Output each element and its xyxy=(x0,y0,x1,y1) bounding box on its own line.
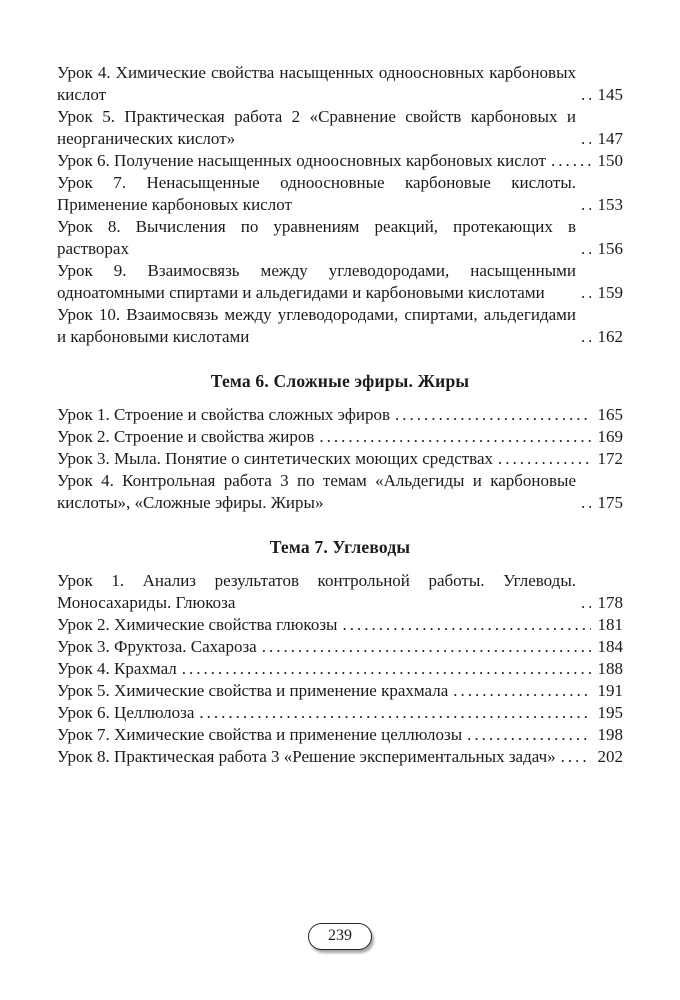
toc-entry-page: 169 xyxy=(597,427,623,446)
toc-entry-page: 156 xyxy=(597,239,623,258)
dot-leader xyxy=(467,724,591,746)
toc-entry xyxy=(57,470,623,514)
toc-entry xyxy=(57,106,623,150)
section-heading-theme-7: Тема 7. Углеводы xyxy=(269,537,411,557)
toc-entry xyxy=(57,614,623,636)
dot-leader xyxy=(581,592,591,614)
toc-entry xyxy=(57,658,623,680)
toc-entry xyxy=(57,150,623,172)
dot-leader xyxy=(342,614,591,636)
toc-entry-page: 153 xyxy=(597,195,623,214)
toc-entry-page: 181 xyxy=(597,615,623,634)
toc-entry-page: 172 xyxy=(597,449,623,468)
toc-section xyxy=(57,536,623,768)
dot-leader xyxy=(581,128,591,150)
toc-entry-page: 159 xyxy=(597,283,623,302)
toc-entry-title: Урок 3. Мыла. Понятие о синтетических моющих средствах xyxy=(57,449,494,468)
dot-leader xyxy=(581,238,591,260)
toc-entry-title: Урок 7. Химические свойства и применение целлюлозы xyxy=(57,725,463,744)
toc-entry-title: Урок 8. Практическая работа 3 «Решение экспериментальных задач» xyxy=(57,747,556,766)
toc-entry-page: 195 xyxy=(597,703,623,722)
dot-leader xyxy=(395,404,591,426)
toc-entry-page: 198 xyxy=(597,725,623,744)
toc-entry-title: Урок 8. Вычисления по уравнениям реакций, протекающих в растворах xyxy=(57,217,576,258)
toc-entry-page: 202 xyxy=(597,747,623,766)
toc-entry-page: 145 xyxy=(597,85,623,104)
toc-entry-title: Урок 1. Строение и свойства сложных эфиров xyxy=(57,405,390,424)
toc-entry xyxy=(57,636,623,658)
toc-entry xyxy=(57,702,623,724)
toc-entry-title: Урок 6. Целлюлоза xyxy=(57,703,195,722)
dot-leader xyxy=(498,448,591,470)
toc-entry-page: 178 xyxy=(597,593,623,612)
toc-entry xyxy=(57,304,623,348)
toc-entry xyxy=(57,426,623,448)
toc-entry xyxy=(57,680,623,702)
toc-entry-title: Урок 2. Химические свойства глюкозы xyxy=(57,615,338,634)
toc-entry-title: Урок 10. Взаимосвязь между углеводородами, спиртами, альдегидами и карбоновыми кислотами xyxy=(57,305,576,346)
section-heading-theme-6: Тема 6. Сложные эфиры. Жиры xyxy=(210,371,470,391)
toc-entry-page: 150 xyxy=(597,151,623,170)
dot-leader xyxy=(199,702,591,724)
toc-entry-title: Урок 5. Практическая работа 2 «Сравнение свойств карбоновых и неорганических кислот» xyxy=(57,107,576,148)
toc-entry xyxy=(57,172,623,216)
dot-leader xyxy=(581,84,591,106)
toc-entry-title: Урок 6. Получение насыщенных одноосновных карбоновых кислот xyxy=(57,151,546,170)
toc-entry-title: Урок 4. Химические свойства насыщенных одноосновных карбоновых кислот xyxy=(57,63,576,104)
dot-leader xyxy=(581,282,591,304)
toc-entry-page: 175 xyxy=(597,493,623,512)
dot-leader xyxy=(581,326,591,348)
toc-entry-title: Урок 4. Контрольная работа 3 по темам «Альдегиды и карбоновые кислоты», «Сложные эфиры. Жиры» xyxy=(57,471,576,512)
dot-leader xyxy=(262,636,591,658)
toc-entry-page: 165 xyxy=(597,405,623,424)
dot-leader xyxy=(453,680,591,702)
toc-section xyxy=(57,370,623,514)
dot-leader xyxy=(581,194,591,216)
toc-entry-page: 184 xyxy=(597,637,623,656)
toc-entry xyxy=(57,260,623,304)
toc-entry-page: 147 xyxy=(597,129,623,148)
dot-leader xyxy=(319,426,591,448)
toc-entry-title: Урок 4. Крахмал xyxy=(57,659,177,678)
toc-entry-title: Урок 1. Анализ результатов контрольной работы. Углеводы. Моносахариды. Глюкоза xyxy=(57,571,576,612)
dot-leader xyxy=(182,658,591,680)
toc-entry-title: Урок 2. Строение и свойства жиров xyxy=(57,427,315,446)
toc-entry-title: Урок 7. Ненасыщенные одноосновные карбоновые кислоты. Применение карбоновых кислот xyxy=(57,173,576,214)
toc-entry-page: 162 xyxy=(597,327,623,346)
toc-entry-page: 191 xyxy=(597,681,623,700)
toc-entry xyxy=(57,724,623,746)
page-footer xyxy=(0,923,680,950)
dot-leader xyxy=(551,150,591,172)
toc-entry xyxy=(57,216,623,260)
toc-entry-title: Урок 3. Фруктоза. Сахароза xyxy=(57,637,257,656)
toc-entry-page: 188 xyxy=(597,659,623,678)
toc-entry xyxy=(57,570,623,614)
toc-section xyxy=(57,62,623,348)
toc-entry xyxy=(57,448,623,470)
table-of-contents xyxy=(57,62,623,768)
toc-entry xyxy=(57,62,623,106)
toc-entry-title: Урок 5. Химические свойства и применение крахмала xyxy=(57,681,449,700)
dot-leader xyxy=(581,492,591,514)
toc-entry-title: Урок 9. Взаимосвязь между углеводородами, насыщенными одноатомными спиртами и альдегидами и карбоновыми кислотами xyxy=(57,261,576,302)
toc-entry xyxy=(57,404,623,426)
toc-entry xyxy=(57,746,623,768)
dot-leader xyxy=(561,746,591,768)
page-number-badge: 239 xyxy=(308,923,372,950)
